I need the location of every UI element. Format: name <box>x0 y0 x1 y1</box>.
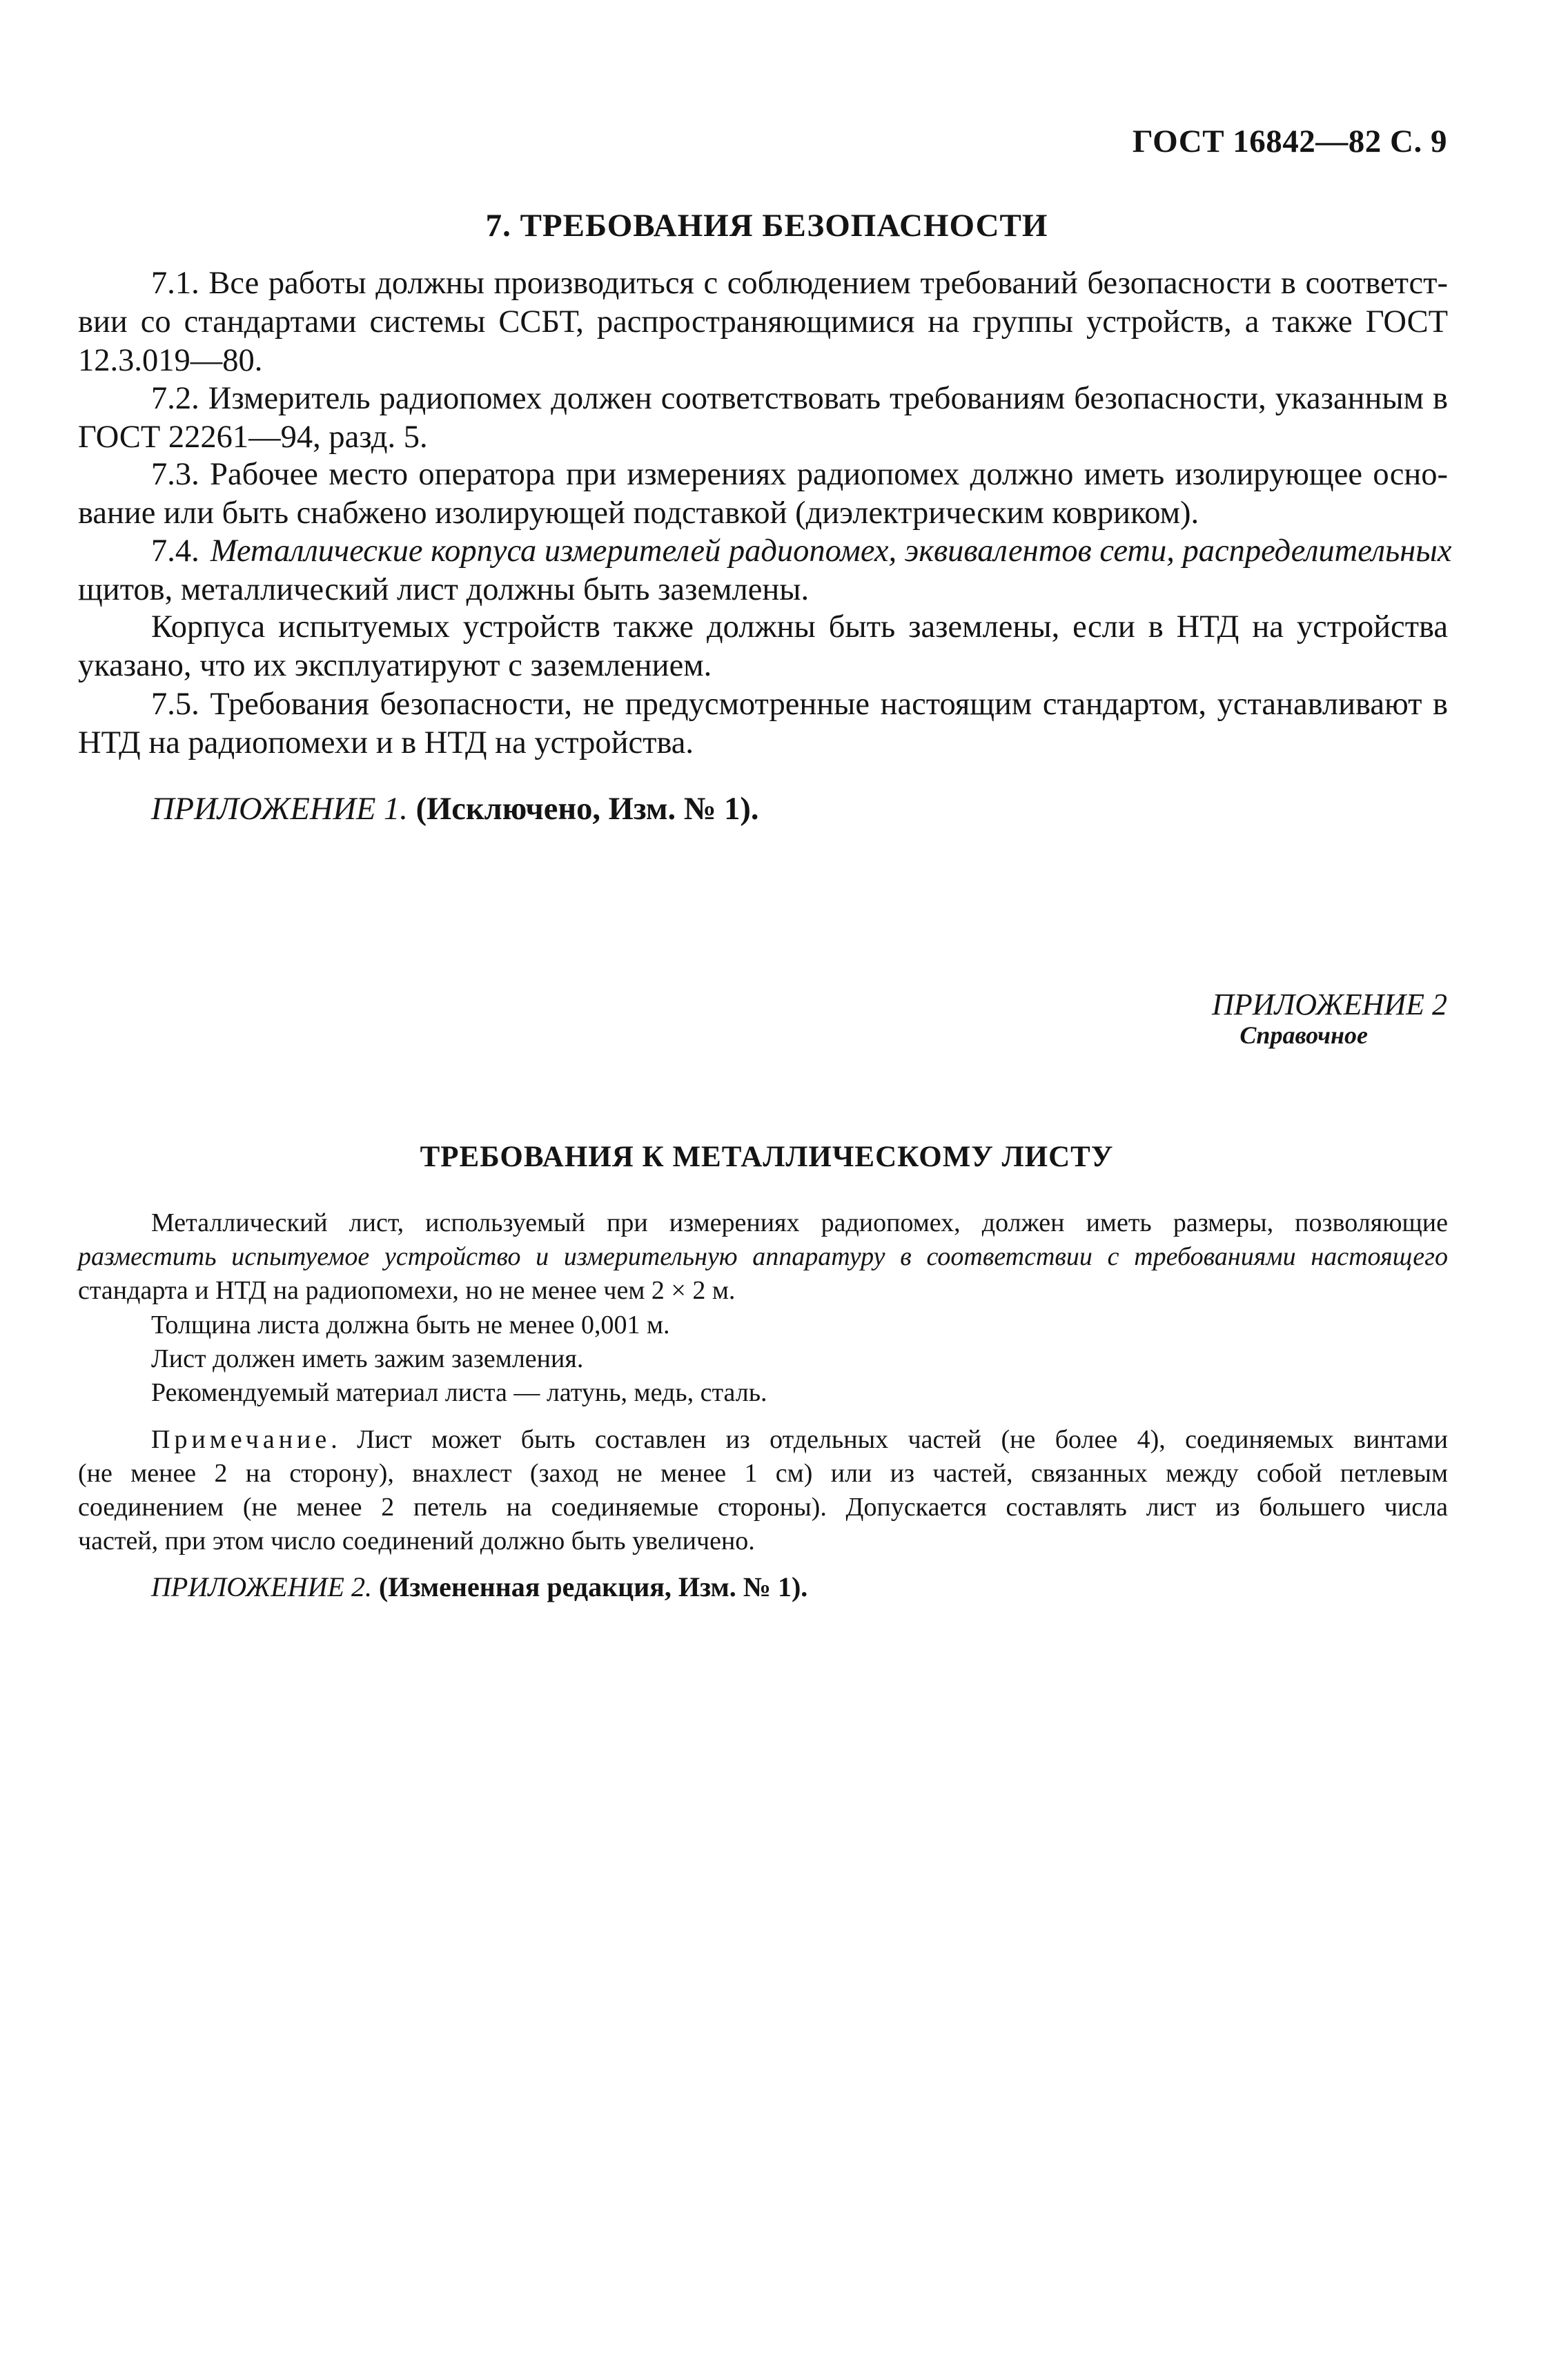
appendix-2-note-line-4: частей, при этом число соединений должно быть увеличено. <box>78 1527 755 1555</box>
appendix-2-note-line-1 <box>151 1423 1448 1457</box>
para-7-3-line-1: 7.3. Рабочее место оператора при измерениях радиопомех должно иметь изолирующее осно- <box>151 457 1448 492</box>
para-7-5-line-1: 7.5. Требования безопасности, не предусмотренные настоящим стандартом, устанавливают в <box>151 687 1448 722</box>
para-7-2-line-1: 7.2. Измеритель радиопомех должен соответствовать требованиям безопасности, указанным в <box>151 381 1448 416</box>
para-7-2-line-2: ГОСТ 22261—94, разд. 5. <box>78 420 428 455</box>
appendix-2-p1-line-3: стандарта и НТД на радиопомехи, но не менее чем 2 × 2 м. <box>78 1276 736 1305</box>
para-7-4-line-2: щитов, металлический лист должны быть заземлены. <box>78 572 810 607</box>
para-7-4b-line-2: указано, что их эксплуатируют с заземлением. <box>78 648 712 683</box>
para-7-4-number: 7.4. <box>151 533 199 569</box>
appendix-2-footer-line <box>151 1568 1521 1607</box>
appendix-2-kind: Справочное <box>1239 1021 1368 1049</box>
appendix-2-title: ТРЕБОВАНИЯ К МЕТАЛЛИЧЕСКОМУ ЛИСТУ <box>420 1141 1114 1173</box>
page-header-ref: ГОСТ 16842—82 С. 9 <box>1132 124 1447 159</box>
appendix-2-p2: Толщина листа должна быть не менее 0,001 м. <box>151 1310 670 1339</box>
appendix-2-label: ПРИЛОЖЕНИЕ 2 <box>1212 988 1447 1021</box>
para-7-4-italic-text: Металлические корпуса измерителей радиопомех, эквивалентов сети, распределительных <box>210 533 1452 569</box>
appendix-2-p1-line-1: Металлический лист, используемый при измерениях радиопомех, должен иметь размеры, позволяющие <box>151 1208 1448 1237</box>
para-7-4b-line-1: Корпуса испытуемых устройств также должны быть заземлены, если в НТД на устройства <box>151 609 1448 645</box>
appendix-1-line <box>151 790 1521 829</box>
section-title: 7. ТРЕБОВАНИЯ БЕЗОПАСНОСТИ <box>485 208 1048 244</box>
appendix-2-note-text-1: . Лист может быть составлен из отдельных частей (не более 4), соединяемых винтами <box>331 1425 1448 1454</box>
para-7-3-line-2: вание или быть снабжено изолирующей подставкой (диэлектрическим ковриком). <box>78 495 1199 531</box>
appendix-2-p1-line-2: разместить испытуемое устройство и измерительную аппаратуру в соответствии с требованиями настоящего <box>78 1242 1448 1271</box>
appendix-2-footer-label: ПРИЛОЖЕНИЕ 2. <box>151 1571 372 1602</box>
para-7-1-line-1: 7.1. Все работы должны производиться с соблюдением требований безопасности в соответст- <box>151 266 1448 301</box>
appendix-1-note: (Исключено, Изм. № 1). <box>415 792 759 827</box>
appendix-1-label: ПРИЛОЖЕНИЕ 1. <box>151 792 408 827</box>
appendix-2-p3: Лист должен иметь зажим заземления. <box>151 1344 584 1373</box>
appendix-2-note-label: Примечание <box>151 1425 331 1454</box>
appendix-2-note-line-3: соединением (не менее 2 петель на соединяемые стороны). Допускается составлять лист из большего числа <box>78 1493 1448 1522</box>
appendix-2-footer-note: (Измененная редакция, Изм. № 1). <box>378 1571 808 1602</box>
appendix-2-note-line-2: (не менее 2 на сторону), внахлест (заход не менее 1 см) или из частей, связанных между собой петлевым <box>78 1459 1448 1488</box>
para-7-4-line-1 <box>151 532 1452 571</box>
para-7-5-line-2: НТД на радиопомехи и в НТД на устройства. <box>78 725 694 760</box>
para-7-1-line-2: вии со стандартами системы ССБТ, распространяющимися на группы устройств, а также ГОСТ <box>78 304 1448 340</box>
para-7-1-line-3: 12.3.019—80. <box>78 343 263 378</box>
appendix-2-p4: Рекомендуемый материал листа — латунь, медь, сталь. <box>151 1378 767 1407</box>
